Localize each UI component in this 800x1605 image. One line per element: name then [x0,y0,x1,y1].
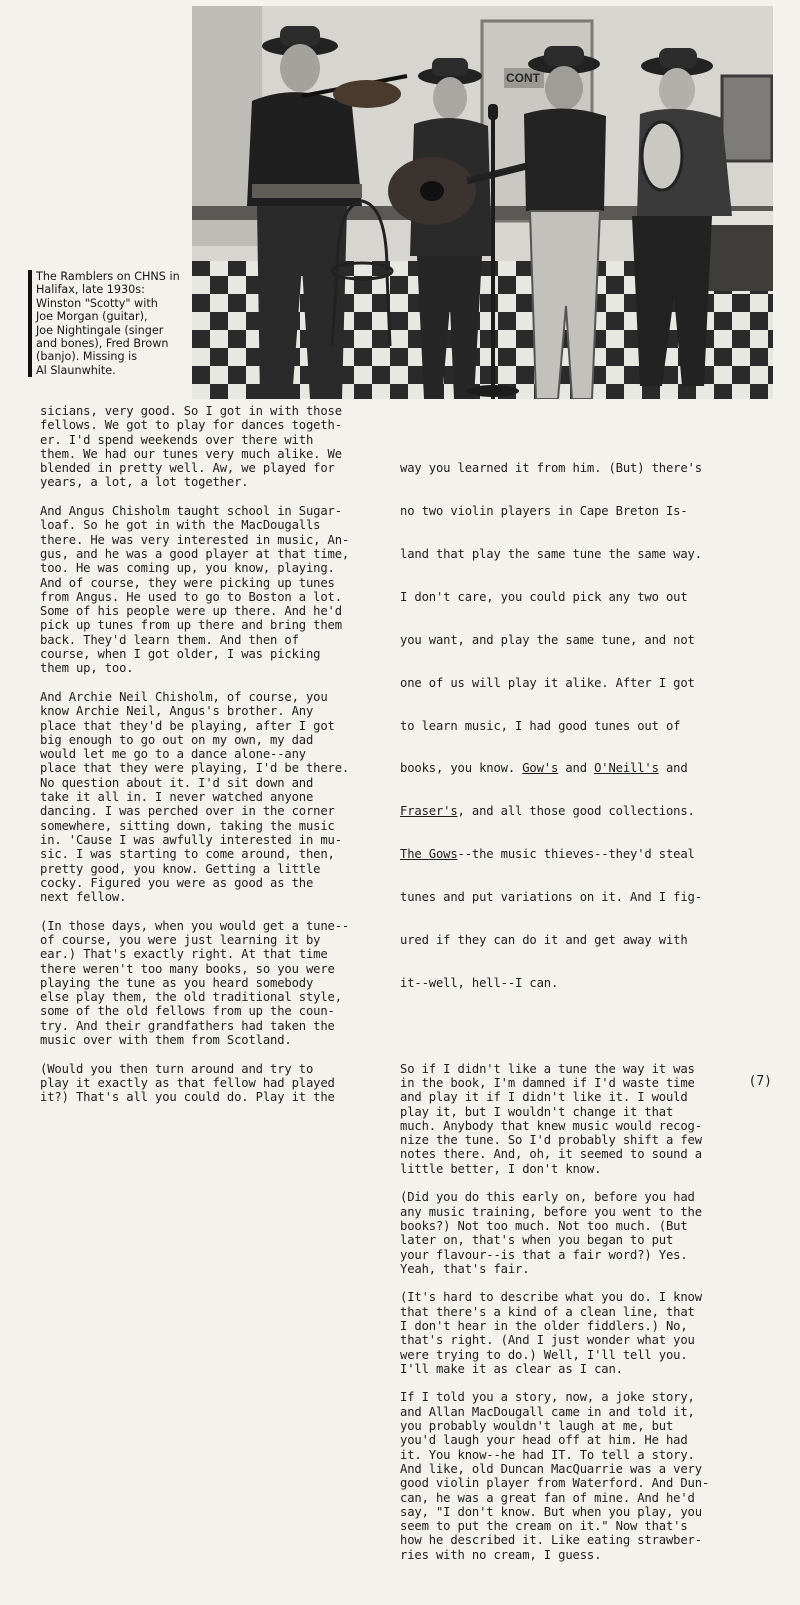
text-line: er. I'd spend weekends over there with [40,432,314,447]
text-line: you probably wouldn't laugh at me, but [400,1419,674,1434]
text-line: No question about it. I'd sit down and [40,775,314,790]
book-title-gows: Gow's [522,761,559,776]
text-line: of course, you were just learning it by [40,932,321,947]
text-line: take it all in. I never watched anyone [40,790,314,805]
text-line: to learn music, I had good tunes out of [400,718,681,733]
text-line: there weren't too many books, so you were [40,961,335,976]
text-line: play it exactly as that fellow had played [40,1075,335,1090]
text-line: I'll make it as clear as I can. [400,1361,623,1376]
text-fragment: and [558,761,595,776]
text-line: next fellow. [40,890,127,905]
text-line: seem to put the cream on it." Now that's [400,1519,688,1534]
wall-sign: CONT [506,71,540,85]
right-text-column [400,404,770,1605]
text-line: ured if they can do it and get away with [400,932,688,947]
text-line: from Angus. He used to go to Boston a lot. [40,589,342,604]
book-title-oneills: O'Neill's [594,761,659,776]
text-line: too. He was coming up, you know, playing. [40,561,335,576]
text-line: (In those days, when you would get a tune-- [40,918,350,933]
text-line: years, a lot, a lot together. [40,475,249,490]
text-line: it?) That's all you could do. Play it the [40,1090,335,1105]
text-line: it--well, hell--I can. [400,975,559,990]
text-line: nize the tune. So I'd probably shift a few [400,1133,702,1148]
text-line: fellows. We got to play for dances togeth- [40,418,342,433]
paragraph [40,404,390,490]
text-line: land that play the same tune the same way. [400,546,702,561]
text-line: it. You know--he had IT. To tell a story. [400,1447,695,1462]
photo-illustration [192,6,773,399]
text-line [400,761,770,775]
text-line: big enough to go out on my own, my dad [40,732,314,747]
text-line: notes there. And, oh, it seemed to sound a [400,1147,702,1162]
text-line: any music training, before you went to the [400,1204,702,1219]
text-line: back. They'd learn them. And then of [40,632,299,647]
caption-line: Winston "Scotty" with [36,296,158,310]
book-title-gows-2: The Gows [400,847,458,862]
text-line: them. We had our tunes very much alike. We [40,446,342,461]
paragraph [40,504,390,676]
photo-caption [28,270,198,377]
text-line: and play it if I didn't like it. I would [400,1090,688,1105]
text-line: ries with no cream, I guess. [400,1547,602,1562]
caption-line: Halifax, late 1930s: [36,283,145,297]
text-line: If I told you a story, now, a joke story, [400,1390,695,1405]
band-photograph [192,6,773,399]
text-line: them up, too. [40,661,134,676]
text-line: (It's hard to describe what you do. I know [400,1290,702,1305]
paragraph [400,433,770,1019]
text-line: some of the old fellows from up the coun- [40,1004,335,1019]
text-line: that there's a kind of a clean line, that [400,1304,695,1319]
text-line: little better, I don't know. [400,1161,602,1176]
page-number: (7) [748,1074,772,1089]
text-line: sicians, very good. So I got in with those [40,404,342,418]
text-line: good violin player from Waterford. And Dun- [400,1476,710,1491]
text-line: place that they'd be playing, after I got [40,718,335,733]
caption-line: and bones), Fred Brown [36,337,169,351]
text-line: way you learned it from him. (But) there's [400,461,702,476]
text-line: course, when I got older, I was picking [40,647,321,662]
text-line: you'd laugh your head off at him. He had [400,1433,688,1448]
right-column-paragraphs [400,1062,770,1562]
paragraph [40,1062,390,1105]
caption-line: (banjo). Missing is [36,350,138,364]
text-fragment: and [658,761,688,776]
text-fragment: , and all those good collections. [457,804,695,819]
text-line: (Would you then turn around and try to [40,1061,314,1076]
text-line: say, "I don't know. But when you play, you [400,1504,702,1519]
text-line: know Archie Neil, Angus's brother. Any [40,704,314,719]
text-line: And of course, they were picking up tunes [40,575,335,590]
text-line: Some of his people were up there. And he'd [40,604,342,619]
text-line: music over with them from Scotland. [40,1033,292,1048]
text-line: try. And their grandfathers had taken the [40,1018,335,1033]
paragraph [400,1290,770,1376]
caption-line: Joe Nightingale (singer [36,323,164,337]
text-line: dancing. I was perched over in the corner [40,804,335,819]
text-line: place that they were playing, I'd be there. [40,761,350,776]
text-line: pretty good, you know. Getting a little [40,861,321,876]
text-line: much. Anybody that knew music would recog- [400,1118,702,1133]
paragraph [40,919,390,1048]
text-line: And Archie Neil Chisholm, of course, you [40,689,328,704]
text-line: you want, and play the same tune, and not [400,632,695,647]
text-line: play it, but I wouldn't change it that [400,1104,674,1119]
text-line: in. 'Cause I was awfully interested in mu- [40,832,342,847]
text-line: that's right. (And I just wonder what you [400,1333,695,1348]
text-line: Yeah, that's fair. [400,1261,530,1276]
text-line: And Angus Chisholm taught school in Sugar- [40,504,342,519]
text-line [400,804,770,818]
paragraph [40,690,390,904]
text-line: later on, that's when you began to put [400,1233,674,1248]
text-line: how he described it. Like eating strawber- [400,1533,702,1548]
text-line: can, he was a great fan of mine. And he'd [400,1490,695,1505]
left-text-column [40,404,390,1119]
caption-line: The Ramblers on CHNS in [36,270,180,283]
text-line: tunes and put variations on it. And I fig- [400,890,702,905]
text-line: cocky. Figured you were as good as the [40,875,314,890]
text-line: playing the tune as you heard somebody [40,975,314,990]
text-line: And like, old Duncan MacQuarrie was a very [400,1461,702,1476]
text-line: were trying to do.) Well, I'll tell you. [400,1347,688,1362]
text-line: and Allan MacDougall came in and told it, [400,1404,695,1419]
text-line: else play them, the old traditional style, [40,990,342,1005]
text-line: somewhere, sitting down, taking the music [40,818,335,833]
text-line: loaf. So he got in with the MacDougalls [40,518,321,533]
text-line: no two violin players in Cape Breton Is- [400,504,688,519]
text-line: books?) Not too much. Not too much. (But [400,1218,688,1233]
caption-line: Al Slaunwhite. [36,363,116,377]
text-line: would let me go to a dance alone--any [40,747,306,762]
text-line: there. He was very interested in music, An- [40,532,350,547]
paragraph [400,1190,770,1276]
caption-line: Joe Morgan (guitar), [36,310,148,324]
text-line: your flavour--is that a fair word?) Yes. [400,1247,688,1262]
text-line: sic. I was starting to come around, then, [40,847,335,862]
book-title-frasers: Fraser's [400,804,458,819]
text-line: pick up tunes from up there and bring them [40,618,342,633]
paragraph [400,1390,770,1562]
text-line: I don't hear in the older fiddlers.) No, [400,1319,688,1333]
text-line [400,847,770,861]
text-line: blended in pretty well. Aw, we played for [40,461,335,476]
text-line: gus, and he was a good player at that time, [40,546,350,561]
text-line: in the book, I'm damned if I'd waste time [400,1075,695,1090]
text-fragment: --the music thieves--they'd steal [457,847,695,862]
text-line: (Did you do this early on, before you had [400,1190,695,1205]
text-line: So if I didn't like a tune the way it was [400,1061,695,1076]
paragraph [400,1062,770,1176]
text-fragment: books, you know. [400,761,523,776]
text-line: one of us will play it alike. After I got [400,675,695,690]
text-line: ear.) That's exactly right. At that time [40,947,328,962]
text-line: I don't care, you could pick any two out [400,589,688,604]
